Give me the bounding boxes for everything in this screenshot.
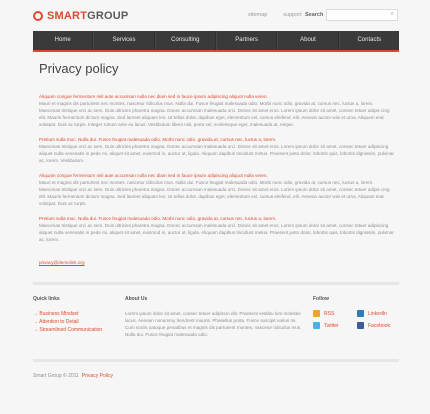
follow-column <box>313 296 403 338</box>
logo-text: SMARTGROUP <box>47 10 129 22</box>
support-link[interactable]: support <box>283 12 302 18</box>
linkedin-icon <box>357 310 364 317</box>
paragraph-body: Mauri et magnis dis parturient nec montes, nascetur ridiculus mus. Nulla dui. Fusce feugiat malesuada odio. Morbi nunc odio, gravida at, cursus nec, luctus a, lorem. Maecenas tristique orci ac sem. Duis ultricies pharetra magna. Donec accumsan malesuada orci. Donec sit amet eros. Lorem ipsum dolor sit amet, consec tetuer adipis cing elit. Mauris fermentum dictum magna. Sed laoreet aliquam leo. Ut tellus dolor, dapibus eget, elementum vel, cursus eleifend, elit. Aenean auctor wisi et urna. Aliquam erat volutpat. Duis ac turpis. Integer rutrum ante eu lacus. Vestibulum libero nisl, porta vel, scelerisque eget, malesuada at, neque. <box>39 101 390 127</box>
about-column <box>125 296 305 338</box>
footer <box>33 296 399 356</box>
facebook-icon <box>357 322 364 329</box>
policy-paragraph <box>39 172 395 207</box>
logo-circle-icon <box>33 11 43 21</box>
policy-paragraph <box>39 215 395 243</box>
nav-item-services[interactable]: Services <box>93 31 154 50</box>
nav-item-contacts[interactable]: Contacts <box>339 31 399 50</box>
rss-icon <box>313 310 320 317</box>
logo[interactable] <box>33 9 128 23</box>
social-link-facebook[interactable]: Facebook <box>357 322 390 329</box>
quick-links-title: Quick links <box>33 296 60 302</box>
page-title: Privacy policy <box>39 61 119 76</box>
copyright-text: Smart Group © 2011 <box>33 373 79 379</box>
paragraph-lead: Aliquam congue fermentum nisl aute accumsan nulla nec diam sed in fauce ipsum adipiscing aliquot nulla veren. <box>39 94 268 99</box>
search-label: Search <box>305 12 324 18</box>
paragraph-lead: Pretium sulla muc. Nulla dui. Fusce feugiat malesuada odio. Morbi nunc odio, gravida at, cursus nec, luctus a, lorem. <box>39 137 277 142</box>
nav-item-consulting[interactable]: Consulting <box>155 31 216 50</box>
footer-divider <box>33 282 399 285</box>
sitemap-link[interactable]: sitemap <box>248 12 268 18</box>
social-link-rss[interactable]: RSS <box>313 310 334 317</box>
main-nav <box>33 31 399 52</box>
paragraph-lead: Pretium sulla muc. Nulla dui. Fusce feugiat malesuada odio. Morbi nunc odio, gravida at, cursus nec, luctus a, lorem. <box>39 216 277 221</box>
policy-paragraph <box>39 93 395 128</box>
privacy-policy-link[interactable]: Privacy Policy <box>81 373 113 379</box>
follow-title: Follow <box>313 296 329 302</box>
nav-item-partners[interactable]: Partners <box>216 31 277 50</box>
nav-item-about[interactable]: About <box>277 31 338 50</box>
paragraph-body: Maecenas tristique orci ac sem. Duis ultricies pharetra magna. Donec accumsan malesuada orci. Donec sit amet eros. Lorem ipsum dolor sit amet, consec tetuer adipiscing aliquet nulla venenatis in pede mi, aliquet sit amet, euismod in, auctor ut, ligula. Aliquam dapibus tincidunt metus. Praesent justo dolor, lobortis quis, lobortis dignissim, pulvinar ac, lorem. <box>39 223 394 242</box>
quick-link-item[interactable]: → Attention to Detail <box>33 319 79 325</box>
paragraph-body: Maecenas tristique orci ac sem. Duis ultricies pharetra magna. Donec accumsan malesuada orci. Donec sit amet eros. Lorem ipsum dolor sit amet, consec tetuer adipiscing aliquet nulla venenatis in pede mi, aliquet sit amet, euismod in, auctor ut, ligula. Aliquam dapibus tincidunt metus. Praesent justo dolor, lobortis quis, lobortis dignissim, pulvinar ac, lorem. Vestibulum. <box>39 144 394 163</box>
search-icon[interactable]: ⌕ <box>390 11 394 17</box>
top-bar <box>0 0 430 30</box>
quick-links-column <box>33 296 113 334</box>
paragraph-lead: Aliquam congue fermentum nisl aute accumsan nulla nec diam sed in fauce ipsum adipiscing aliquot nulla veren. <box>39 173 268 178</box>
quick-link-item[interactable]: → Business Mindset <box>33 311 79 317</box>
nav-item-home[interactable]: Home <box>33 31 93 50</box>
main-content <box>39 60 395 269</box>
policy-paragraph <box>39 136 395 164</box>
about-text: Lorem ipsum dolor sit amet, consec tetuer adipiscin elit. Praesent vestibu lum molestie lacus. Aenean nonummy hendrerit mauris. Phasellus porta. Fusce suscipit varius mi. Cum sociis natoque penatibus et magnis dis parturient montes, nascetur ridiculus mus. Nulla dui. Fusce feugiat malesuada odio. <box>125 311 302 337</box>
copyright <box>33 373 113 379</box>
privacy-email-link[interactable]: privacy@demolink.org <box>39 260 85 265</box>
arrow-right-icon: → <box>33 311 40 317</box>
arrow-right-icon: → <box>33 319 40 325</box>
social-link-twitter[interactable]: Twitter <box>313 322 339 329</box>
about-title: About Us <box>125 296 148 302</box>
social-links <box>313 310 403 338</box>
arrow-right-icon: → <box>33 327 40 333</box>
twitter-icon <box>313 322 320 329</box>
social-link-linkedin[interactable]: LinkedIn <box>357 310 387 317</box>
paragraph-body: Mauri et magnis dis parturient nec montes, nascetur ridiculus mus. Nulla dui. Fusce feugiat malesuada odio. Morbi nunc odio, gravida at, cursus nec, luctus a, lorem. Maecenas tristique orci ac sem. Duis ultricies pharetra magna. Donec accumsan malesuada orci. Donec sit amet eros. Lorem ipsum dolor sit amet, consec tetuer adipis cing elit. Mauris fermentum dictum magna. Sed laoreet aliquam leo. Ut tellus dolor, dapibus eget, elementum vel, cursus eleifend, elit. Aenean auctor wisi et urna. Aliquam erat volutpat. Duis ac turpis. <box>39 180 390 206</box>
search-input[interactable] <box>326 9 398 21</box>
copyright-divider <box>33 359 399 362</box>
quick-link-item[interactable]: → Streamlined Communication <box>33 327 103 333</box>
